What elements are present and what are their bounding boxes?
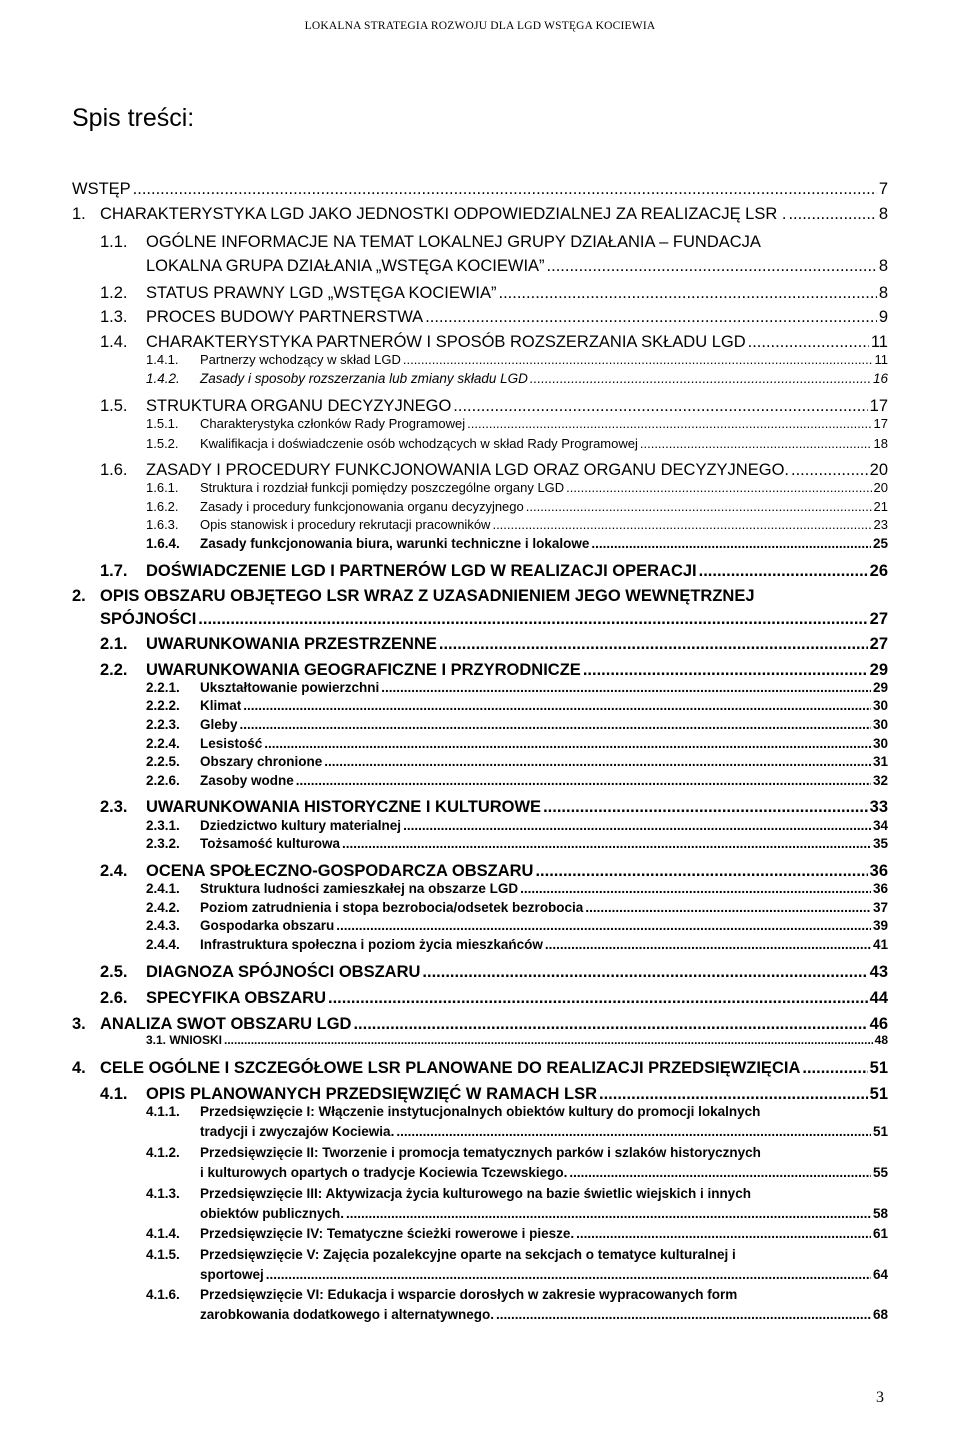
dot-leader — [403, 818, 871, 833]
toc-entry-number: 2.4.1. — [146, 881, 180, 896]
toc-entry-page: 8 — [878, 205, 888, 223]
dot-leader — [243, 698, 871, 713]
toc-entry-page: 21 — [873, 499, 888, 514]
toc-entry-page: 68 — [872, 1307, 888, 1322]
toc-entry-number: 2.6. — [100, 989, 128, 1007]
dot-leader — [467, 416, 871, 431]
toc-entry-title: ANALIZA SWOT OBSZARU LGD — [100, 1015, 352, 1033]
page-number: 3 — [876, 1389, 884, 1406]
toc-entry-title: SPECYFIKA OBSZARU — [146, 989, 326, 1007]
toc-entry-page: 26 — [869, 562, 888, 580]
toc-entry-number: 2.4.3. — [146, 918, 180, 933]
dot-leader — [396, 1124, 871, 1139]
dot-leader — [425, 308, 877, 327]
toc-entry-page: 55 — [872, 1165, 888, 1180]
toc-entry-title: UWARUNKOWANIA HISTORYCZNE I KULTUROWE — [146, 798, 542, 816]
toc-entry-page: 31 — [872, 754, 888, 769]
toc-entry-number: 2.2.1. — [146, 680, 180, 695]
toc-entry-page: 27 — [869, 610, 888, 628]
dot-leader — [492, 517, 871, 532]
dot-leader — [526, 499, 872, 514]
toc-entry-page: 41 — [872, 937, 888, 952]
dot-leader — [499, 284, 877, 303]
dot-leader — [336, 918, 871, 933]
toc-entry-title: CHARAKTERYSTYKA LGD JAKO JEDNOSTKI ODPOWIEDZIALNEJ ZA REALIZACJĘ LSR . — [100, 205, 787, 223]
toc-entry-page: 8 — [878, 284, 888, 302]
toc-entry-page: 11 — [874, 352, 888, 367]
toc-entry-title: zarobkowania dodatkowego i alternatywnego. — [200, 1307, 495, 1322]
dot-leader — [496, 1307, 871, 1322]
toc-entry-page: 36 — [872, 881, 888, 896]
dot-leader — [545, 937, 871, 952]
dot-leader — [547, 257, 877, 276]
toc-entry-page: 25 — [872, 536, 888, 551]
dot-leader — [198, 610, 867, 629]
dot-leader — [342, 836, 871, 851]
toc-entry-number: 1.7. — [100, 562, 128, 580]
toc-entry-title: Ukształtowanie powierzchni — [200, 680, 380, 695]
toc-entry-title: SPÓJNOŚCI — [100, 610, 197, 628]
toc-entry-title: Lesistość — [200, 736, 263, 751]
toc-entry-title: LOKALNA GRUPA DZIAŁANIA „WSTĘGA KOCIEWIA” — [146, 257, 545, 275]
toc-entry-title: Zasoby wodne — [200, 773, 294, 788]
dot-leader — [566, 480, 871, 495]
toc-entry-page: 64 — [872, 1267, 888, 1282]
toc-entry-title: CHARAKTERYSTYKA PARTNERÓW I SPOSÓB ROZSZERZANIA SKŁADU LGD — [146, 333, 746, 351]
toc-entry-number: 1.5. — [100, 397, 128, 415]
dot-leader — [530, 371, 871, 386]
toc-entry-number: 2.3.1. — [146, 818, 180, 833]
toc-entry-number: 1.3. — [100, 308, 128, 326]
toc-entry-number: 2.4.4. — [146, 937, 180, 952]
toc-entry-number: 2.2.5. — [146, 754, 180, 769]
toc-entry-number: 4.1.2. — [146, 1145, 180, 1160]
toc-entry-title: ZASADY I PROCEDURY FUNKCJONOWANIA LGD ORAZ ORGANU DECYZYJNEGO. — [146, 461, 789, 479]
toc-entry-title-line: Przedsięwzięcie VI: Edukacja i wsparcie dorosłych w zakresie wypracowanych form — [200, 1287, 738, 1302]
toc-entry-title: WSTĘP — [72, 180, 131, 198]
toc-entry-number: 2.2.2. — [146, 698, 180, 713]
toc-entry-page: 20 — [873, 480, 888, 495]
toc-entry-page: 35 — [872, 836, 888, 851]
dot-leader — [296, 773, 871, 788]
toc-entry-title: UWARUNKOWANIA GEOGRAFICZNE I PRZYRODNICZE — [146, 661, 581, 679]
dot-leader — [520, 881, 871, 896]
toc-entry-page: 43 — [869, 963, 888, 981]
dot-leader — [133, 180, 877, 199]
toc-entry-title: Dziedzictwo kultury materialnej — [200, 818, 402, 833]
toc-entry-page: 27 — [869, 635, 888, 653]
toc-entry-page: 9 — [878, 308, 888, 326]
toc-entry-number: 2.4.2. — [146, 900, 180, 915]
toc-entry-page: 17 — [873, 416, 888, 431]
toc-entry-title: UWARUNKOWANIA PRZESTRZENNE — [146, 635, 437, 653]
dot-leader — [535, 862, 867, 881]
dot-leader — [224, 1033, 873, 1047]
toc-entry-title: Gospodarka obszaru — [200, 918, 335, 933]
dot-leader — [266, 1267, 871, 1282]
toc-entry-number: 2.3.2. — [146, 836, 180, 851]
toc-entry-number: 4.1.1. — [146, 1104, 180, 1119]
toc-entry-number: 4.1.3. — [146, 1186, 180, 1201]
toc-entry-title: Obszary chronione — [200, 754, 323, 769]
toc-entry-title: Kwalifikacja i doświadczenie osób wchodzących w skład Rady Programowej — [200, 436, 638, 451]
toc-entry-title: OPIS PLANOWANYCH PRZEDSIĘWZIĘĆ W RAMACH LSR — [146, 1085, 598, 1103]
toc-entry-number: 4. — [72, 1059, 86, 1077]
toc-entry-page: 44 — [869, 989, 888, 1007]
dot-leader — [324, 754, 871, 769]
toc-entry-number: 1.4. — [100, 333, 128, 351]
toc-entry-number: 1.6.1. — [146, 480, 179, 495]
toc-entry-page: 20 — [869, 461, 888, 479]
toc-entry-number: 2.2.3. — [146, 717, 180, 732]
toc-entry-page: 11 — [870, 333, 888, 351]
dot-leader — [543, 798, 868, 817]
toc-entry-page: 7 — [878, 180, 888, 198]
toc-entry-number: 4.1. — [100, 1085, 128, 1103]
toc-entry-page: 30 — [872, 698, 888, 713]
toc-entry-page: 32 — [872, 773, 888, 788]
toc-entry-title: Partnerzy wchodzący w skład LGD — [200, 352, 401, 367]
toc-entry-number: 4.1.6. — [146, 1287, 180, 1302]
dot-leader — [569, 1165, 871, 1180]
dot-leader — [791, 461, 868, 480]
toc-entry-page: 51 — [872, 1124, 888, 1139]
toc-entry-page: 48 — [874, 1033, 888, 1047]
toc-entry-title: Klimat — [200, 698, 242, 713]
toc-entry-title: OCENA SPOŁECZNO-GOSPODARCZA OBSZARU — [146, 862, 534, 880]
toc-entry-number: 1.4.1. — [146, 352, 179, 367]
toc-entry-page: 46 — [869, 1015, 888, 1033]
toc-entry-title: Gleby — [200, 717, 238, 732]
toc-entry-number: 2.2. — [100, 661, 128, 679]
toc-entry-page: 51 — [869, 1085, 888, 1103]
toc-entry-title: STRUKTURA ORGANU DECYZYJNEGO — [146, 397, 452, 415]
toc-entry-title: DIAGNOZA SPÓJNOŚCI OBSZARU — [146, 963, 421, 981]
toc-entry-page: 30 — [872, 736, 888, 751]
toc-entry-title: Opis stanowisk i procedury rekrutacji pracowników — [200, 517, 491, 532]
toc-entry-title-line: OGÓLNE INFORMACJE NA TEMAT LOKALNEJ GRUPY DZIAŁANIA – FUNDACJA — [146, 233, 761, 251]
dot-leader — [422, 963, 867, 982]
dot-leader — [403, 352, 873, 367]
dot-leader — [640, 436, 872, 451]
dot-leader — [240, 717, 871, 732]
toc-entry-title: Charakterystyka członków Rady Programowej — [200, 416, 466, 431]
toc-entry-page: 16 — [872, 371, 888, 386]
dot-leader — [591, 536, 871, 551]
toc-entry-number: 2.2.6. — [146, 773, 180, 788]
toc-entry-number: 4.1.5. — [146, 1247, 180, 1262]
toc-entry-title: Poziom zatrudnienia i stopa bezrobocia/odsetek bezrobocia — [200, 900, 584, 915]
toc-entry-number: 3. — [72, 1015, 86, 1033]
dot-leader — [576, 1226, 871, 1241]
toc-entry-page: 23 — [873, 517, 888, 532]
dot-leader — [328, 989, 868, 1008]
toc-entry-page: 33 — [869, 798, 888, 816]
toc-entry-number: 1.6.4. — [146, 536, 180, 551]
toc-entry-number: 2.5. — [100, 963, 128, 981]
dot-leader — [346, 1206, 871, 1221]
toc-entry-title: PROCES BUDOWY PARTNERSTWA — [146, 308, 424, 326]
toc-entry-number: 1. — [72, 205, 86, 223]
toc-entry-title-line: Przedsięwzięcie III: Aktywizacja życia kulturowego na bazie świetlic wiejskich i innych — [200, 1186, 751, 1201]
toc-entry-number: 2.1. — [100, 635, 128, 653]
toc-entry-page: 30 — [872, 717, 888, 732]
toc-entry-number: 2.2.4. — [146, 736, 180, 751]
toc-entry-title-line: Przedsięwzięcie I: Włączenie instytucjonalnych obiektów kultury do promocji lokalnych — [200, 1104, 761, 1119]
dot-leader — [583, 661, 868, 680]
toc-entry-number: 2. — [72, 587, 86, 605]
toc-entry-title-line: Przedsięwzięcie V: Zajęcia pozalekcyjne oparte na sekcjach o tematyce kulturalnej i — [200, 1247, 736, 1262]
toc-entry-title-line: OPIS OBSZARU OBJĘTEGO LSR WRAZ Z UZASADNIENIEM JEGO WEWNĘTRZNEJ — [100, 587, 755, 605]
toc-entry-title-line: Przedsięwzięcie II: Tworzenie i promocja tematycznych parków i szlaków historycznych — [200, 1145, 761, 1160]
toc-entry-title: i kulturowych opartych o tradycje Kociewia Tczewskiego. — [200, 1165, 568, 1180]
toc-entry-number: 1.1. — [100, 233, 128, 251]
toc-entry-number: 1.6.2. — [146, 499, 179, 514]
toc-entry-page: 51 — [869, 1059, 888, 1077]
toc-entry-title: Zasady i sposoby rozszerzania lub zmiany składu LGD — [200, 371, 528, 386]
dot-leader — [264, 736, 871, 751]
dot-leader — [353, 1015, 867, 1034]
toc-entry-title: Struktura i rozdział funkcji pomiędzy poszczególne organy LGD — [200, 480, 565, 495]
toc-entry-page: 29 — [872, 680, 888, 695]
toc-entry-number: 1.4.2. — [146, 371, 180, 386]
toc-entry-number: 1.5.2. — [146, 436, 179, 451]
dot-leader — [381, 680, 871, 695]
toc-entry-number: 2.3. — [100, 798, 128, 816]
toc-entry-page: 34 — [872, 818, 888, 833]
toc-entry-number: 1.2. — [100, 284, 128, 302]
dot-leader — [585, 900, 871, 915]
toc-entry-page: 8 — [878, 257, 888, 275]
running-header: LOKALNA STRATEGIA ROZWOJU DLA LGD WSTĘGA KOCIEWIA — [304, 20, 656, 32]
toc-entry-title: Infrastruktura społeczna i poziom życia mieszkańców — [200, 937, 543, 952]
toc-entry-number: 1.5.1. — [146, 416, 179, 431]
toc-entry-title: obiektów publicznych. — [200, 1206, 345, 1221]
toc-entry-page: 37 — [872, 900, 888, 915]
toc-entry-title: Tożsamość kulturowa — [200, 836, 341, 851]
toc-entry-page: 29 — [869, 661, 888, 679]
toc-entry-page: 39 — [872, 918, 888, 933]
dot-leader — [439, 635, 868, 654]
toc-entry-page: 18 — [873, 436, 888, 451]
toc-entry-title: Zasady funkcjonowania biura, warunki techniczne i lokalowe — [200, 536, 590, 551]
toc-entry-title: Przedsięwzięcie IV: Tematyczne ścieżki rowerowe i piesze. — [200, 1226, 575, 1241]
dot-leader — [748, 333, 869, 352]
toc-entry-page: 58 — [872, 1206, 888, 1221]
dot-leader — [453, 397, 867, 416]
dot-leader — [599, 1085, 868, 1104]
toc-entry-title: STATUS PRAWNY LGD „WSTĘGA KOCIEWIA” — [146, 284, 497, 302]
dot-leader — [802, 1059, 867, 1078]
toc-entry-title: Zasady i procedury funkcjonowania organu decyzyjnego — [200, 499, 524, 514]
toc-entry-title: Struktura ludności zamieszkałej na obszarze LGD — [200, 881, 519, 896]
toc-entry-number: 2.4. — [100, 862, 128, 880]
toc-entry-title: DOŚWIADCZENIE LGD I PARTNERÓW LGD W REALIZACJI OPERACJI — [146, 562, 697, 580]
toc-entry-page: 36 — [869, 862, 888, 880]
toc-entry-title: 3.1. WNIOSKI — [146, 1033, 223, 1047]
toc-entry-number: 4.1.4. — [146, 1226, 180, 1241]
toc-entry-page: 17 — [869, 397, 888, 415]
toc-entry-page: 61 — [872, 1226, 888, 1241]
dot-leader — [788, 205, 876, 224]
dot-leader — [699, 562, 868, 581]
toc-entry-number: 1.6. — [100, 461, 128, 479]
toc-entry-number: 1.6.3. — [146, 517, 179, 532]
toc-entry-title: tradycji i zwyczajów Kociewia. — [200, 1124, 395, 1139]
toc-entry-title: CELE OGÓLNE I SZCZEGÓŁOWE LSR PLANOWANE DO REALIZACJI PRZEDSIĘWZIĘCIA — [100, 1059, 801, 1077]
toc-title: Spis treści: — [72, 104, 195, 132]
toc-entry-title: sportowej — [200, 1267, 264, 1282]
